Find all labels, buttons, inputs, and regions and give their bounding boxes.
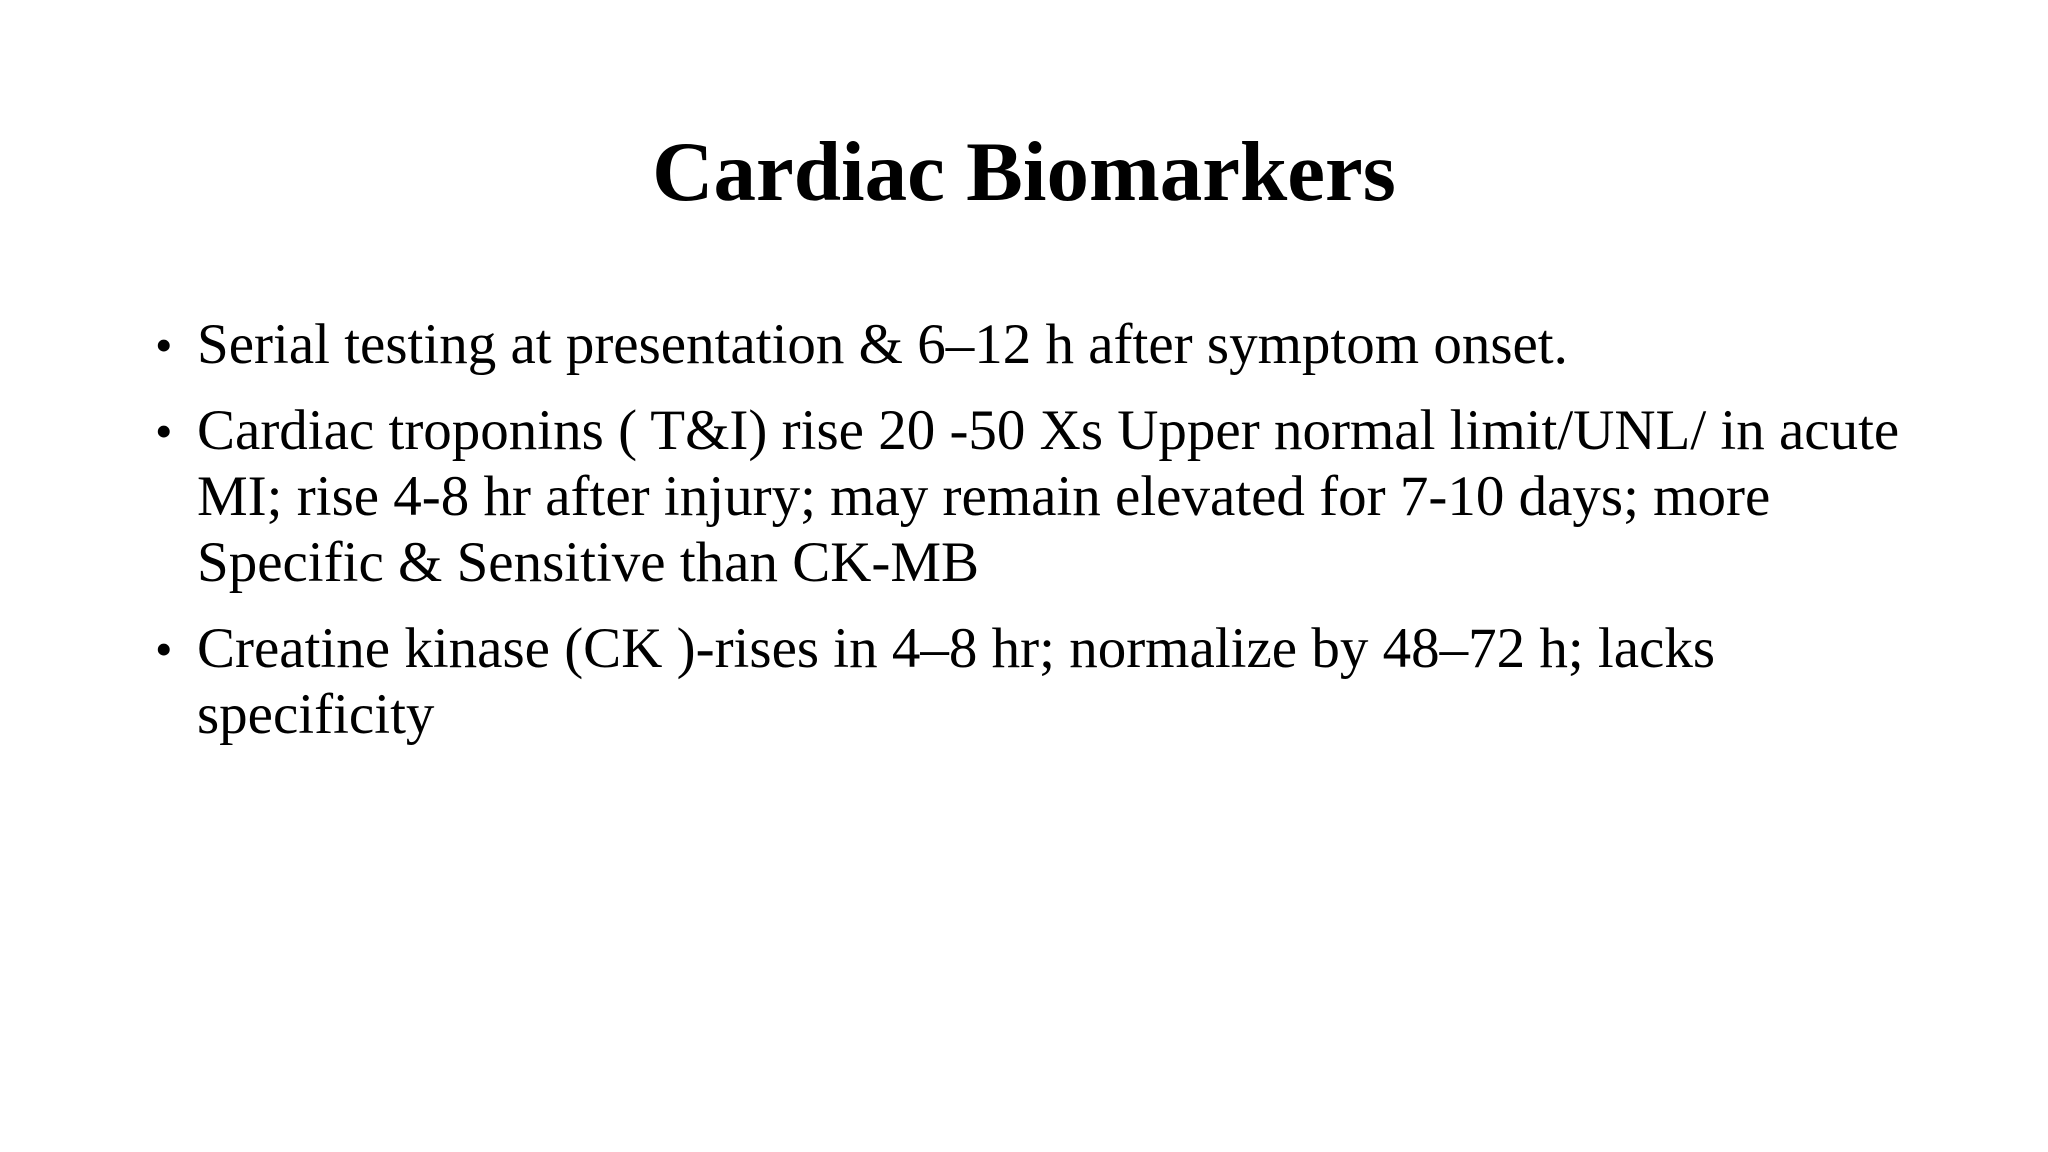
bullet-text: Serial testing at presentation & 6–12 h after symptom onset. — [197, 313, 1568, 376]
bullet-text: Cardiac troponins ( T&I) rise 20 -50 Xs Upper normal limit/UNL/ in acute MI; rise 4-8 hr after injury; may remain elevated for 7-10 days; more Specific & Sensitive than CK-MB — [197, 399, 1900, 594]
bullet-item — [155, 616, 1955, 748]
bullet-item — [155, 312, 1955, 378]
bullet-icon: • — [155, 317, 173, 373]
bullet-text: Creatine kinase (CK )-rises in 4–8 hr; normalize by 48–72 h; lacks specificity — [197, 617, 1716, 746]
bullet-icon: • — [155, 403, 173, 459]
bullet-icon: • — [155, 621, 173, 677]
bullet-list — [155, 312, 1955, 768]
slide-title: Cardiac Biomarkers — [652, 125, 1396, 219]
bullet-item — [155, 398, 1955, 596]
